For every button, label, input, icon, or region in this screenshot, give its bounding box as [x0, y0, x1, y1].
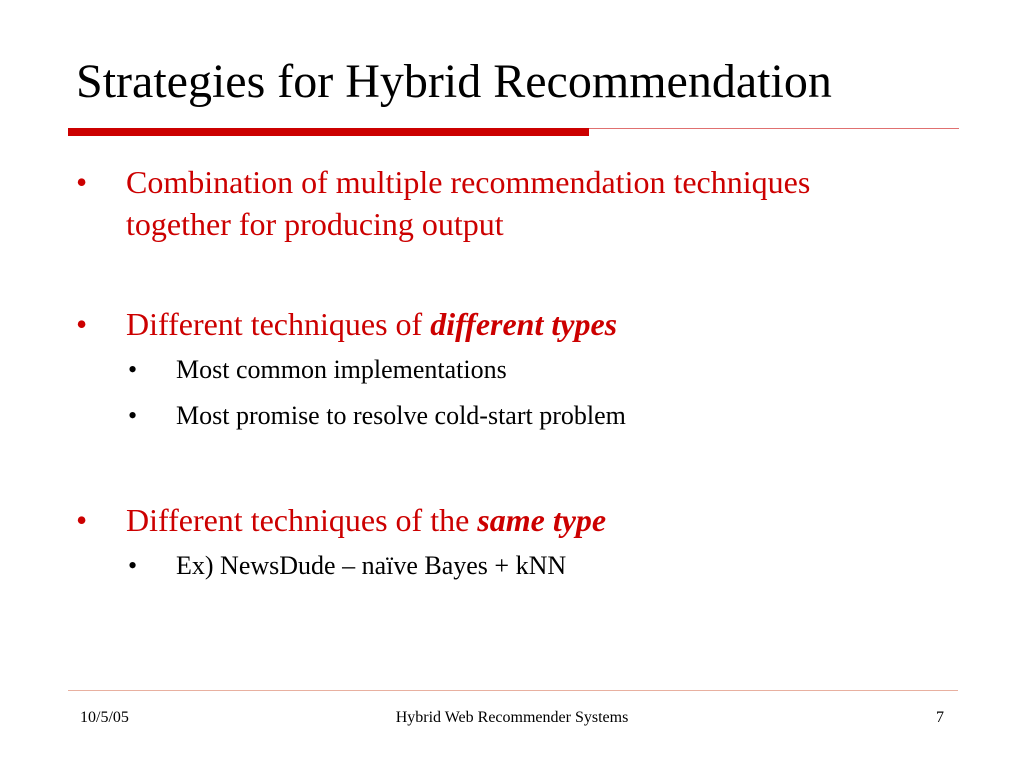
bullet-marker: • — [76, 502, 88, 538]
title-underline-thick — [68, 128, 589, 136]
slide-title: Strategies for Hybrid Recommendation — [76, 55, 832, 108]
footer-divider — [68, 690, 958, 691]
bullet-marker: • — [76, 306, 88, 342]
bullet-2-plain: Different techniques of — [126, 306, 431, 342]
footer-title — [0, 708, 1024, 728]
bullet-2-text — [126, 303, 617, 345]
sub-bullet-2-2-text: Most promise to resolve cold-start problem — [176, 401, 626, 430]
bullet-3-emphasis: same type — [477, 502, 607, 538]
sub-bullet-marker: • — [128, 551, 138, 580]
sub-bullet-marker: • — [128, 355, 138, 384]
sub-bullet-3-1-text: Ex) NewsDude – naïve Bayes + kNN — [176, 551, 567, 580]
title-underline-thin — [589, 128, 959, 129]
bullet-marker: • — [76, 164, 88, 200]
footer-date: 10/5/05 — [80, 709, 129, 726]
page-number: 7 — [936, 709, 944, 726]
footer-title-text: Hybrid Web Recommender Systems — [395, 709, 629, 726]
bullet-1-line-1: Combination of multiple recommendation techniques — [126, 164, 811, 200]
sub-bullet-marker: • — [128, 401, 138, 430]
sub-bullet-2-1-text: Most common implementations — [176, 355, 507, 384]
bullet-1-line-2: together for producing output — [126, 206, 504, 242]
bullet-3-plain: Different techniques of the — [126, 502, 478, 538]
bullet-2-emphasis: different types — [430, 306, 618, 342]
bullet-3-text — [126, 499, 606, 541]
